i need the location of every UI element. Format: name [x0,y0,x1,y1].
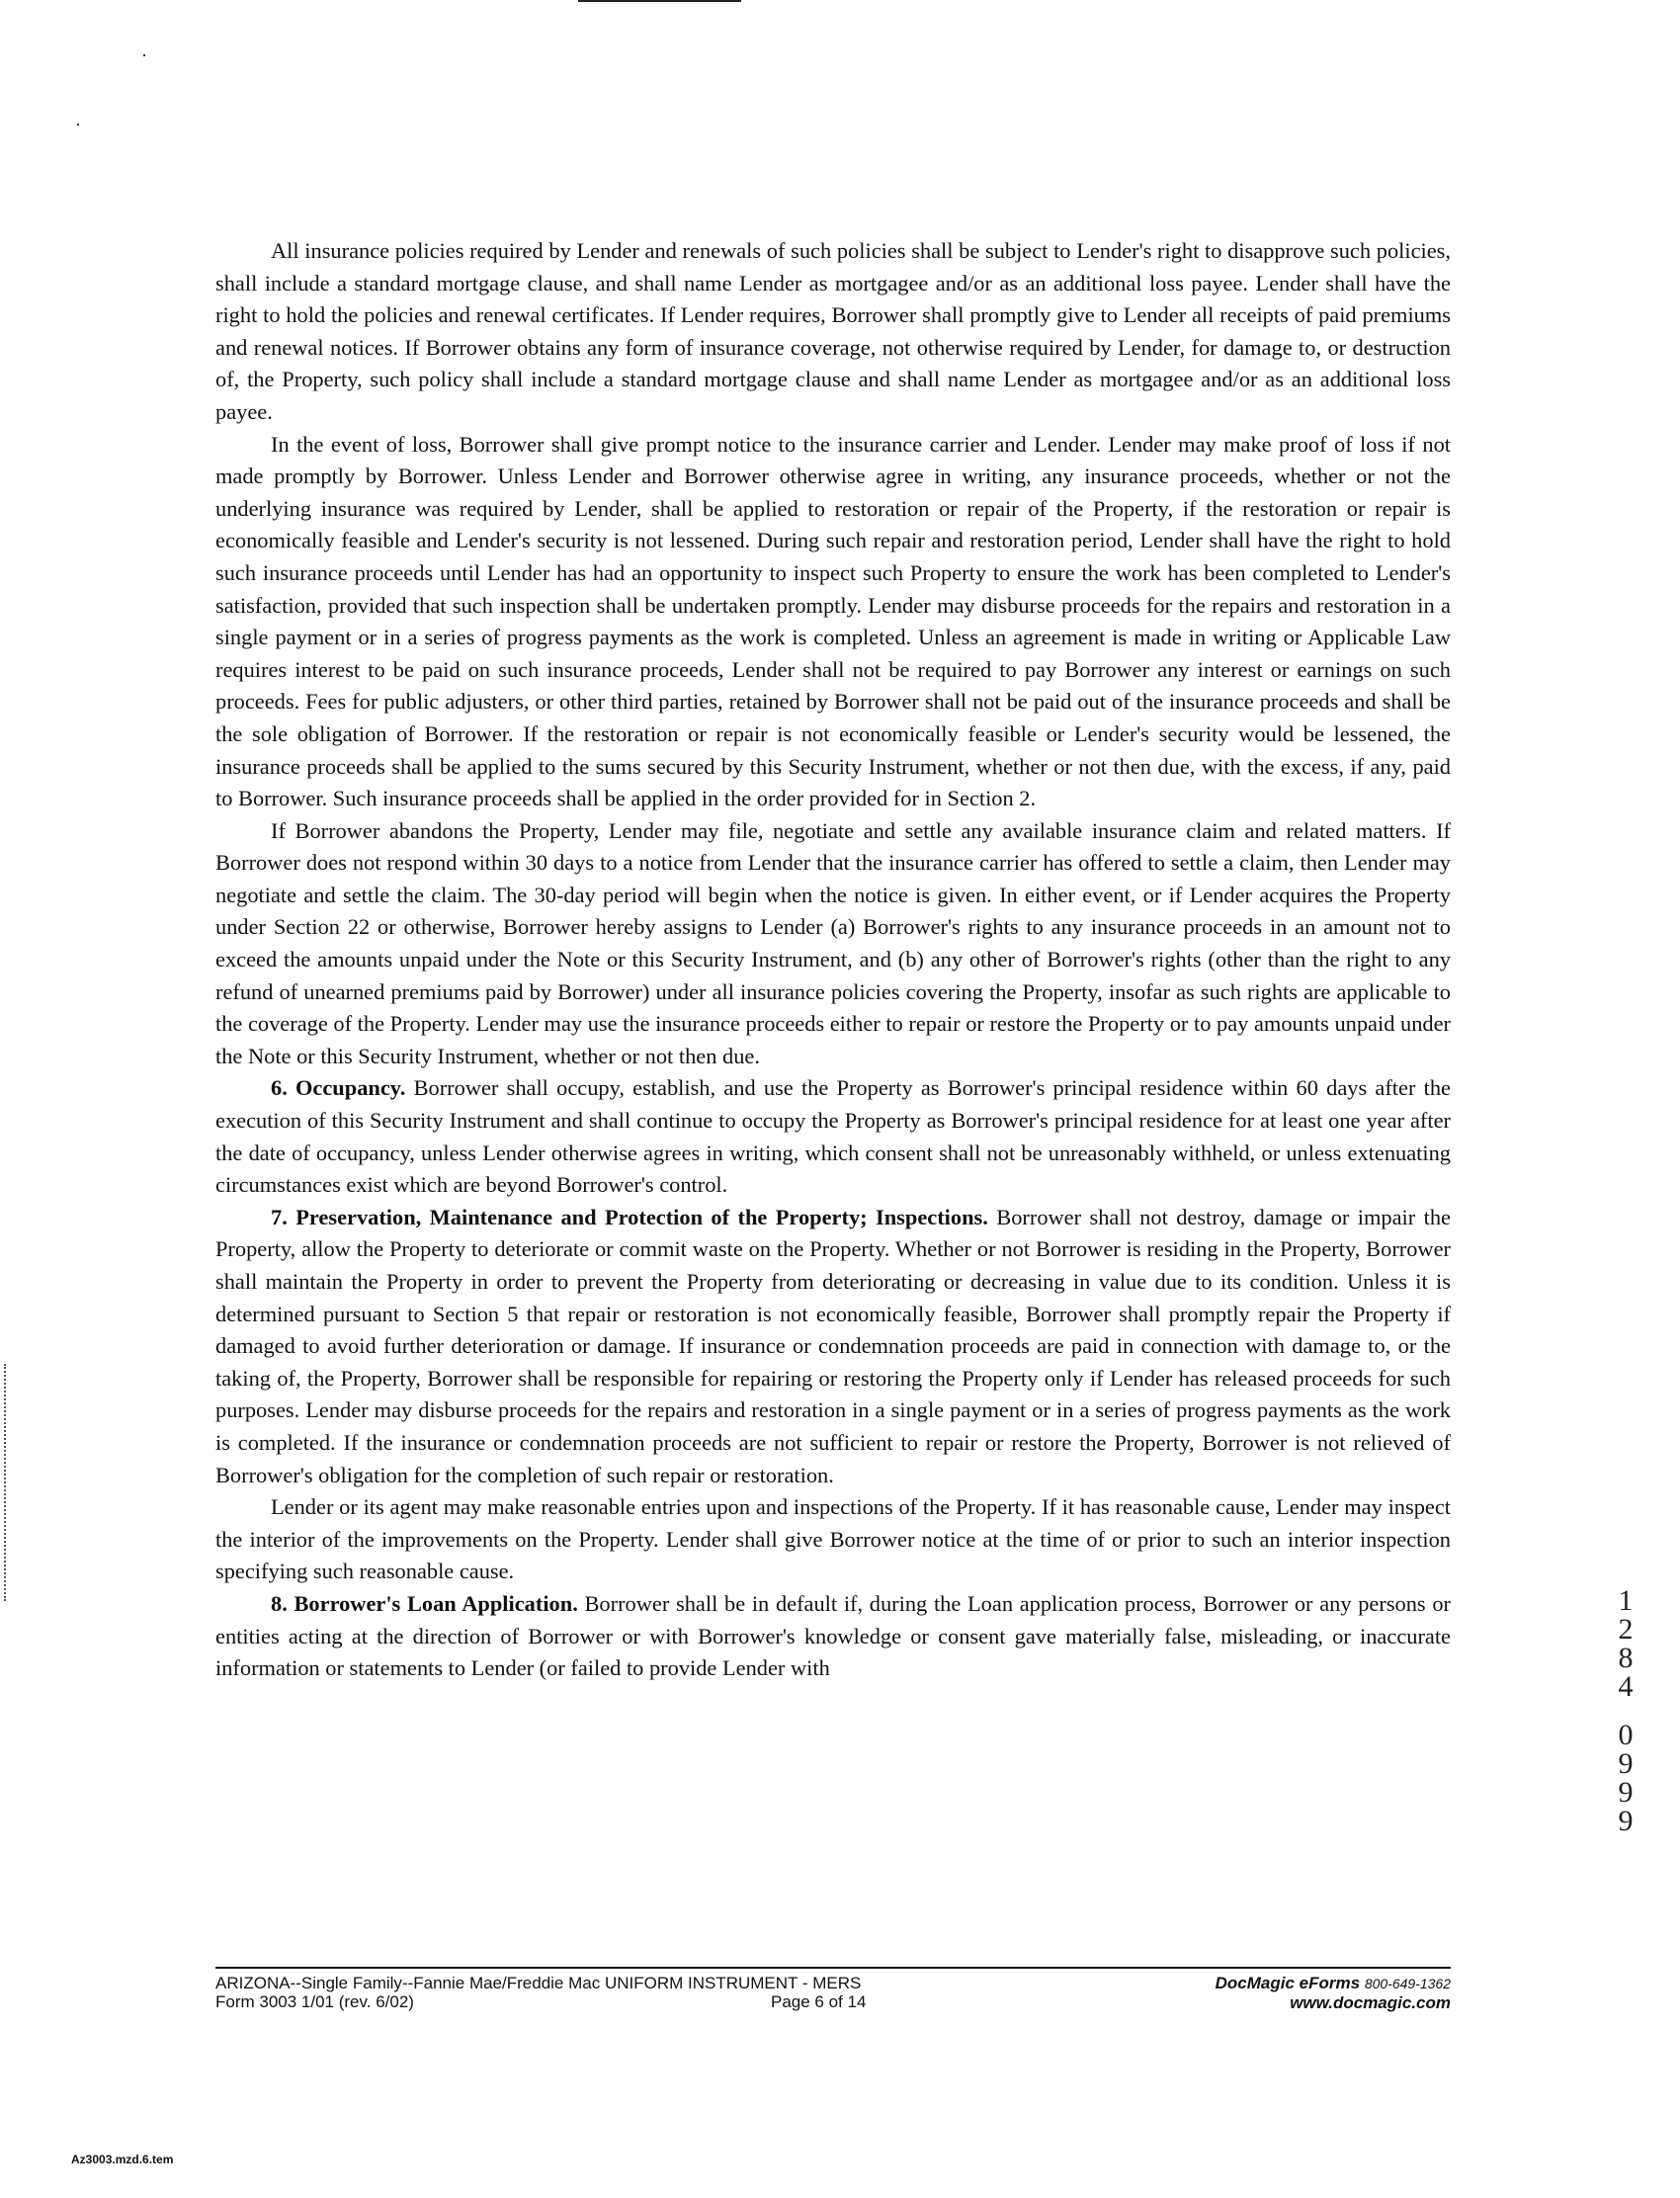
docmagic-logo: DocMagic eForms [1215,1974,1361,1992]
section-8-loan-application: 8. Borrower's Loan Application. Borrower shall be in default if, during the Loan application process, Borrower or any persons or entities acting at the direction of Borrower or with Borrower's knowledge or consent gave materially false, misleading, or inaccurate information or statements to Lender (or failed to provide Lender with [215,1590,1451,1681]
paragraph: If Borrower abandons the Property, Lender may file, negotiate and settle any available insurance claim and related matters. If Borrower does not respond within 30 days to a notice from Lender that the insurance carrier has offered to settle a claim, then Lender may negotiate and settle the claim. The 30-day period will begin when the notice is given. In either event, or if Lender acquires the Property under Section 22 or otherwise, Borrower hereby assigns to Lender (a) Borrower's rights to any insurance proceeds in an amount not to exceed the amounts unpaid under the Note or this Security Instrument, and (b) any other of Borrower's rights (other than the right to any refund of unearned premiums paid by Borrower) under all insurance policies covering the Property, insofar as such rights are applicable to the coverage of the Property. Lender may use the insurance proceeds either to repair or restore the Property or to pay amounts unpaid under the Note or this Security Instrument, whether or not then due. [215,817,1451,1068]
document-body [215,235,1451,1685]
website-url: www.docmagic.com [1290,1993,1451,2012]
footer-form-info [215,1974,1085,2011]
file-tag: Az3003.mzd.6.tem [71,2153,174,2166]
paragraph: All insurance policies required by Lender and renewals of such policies shall be subject to Lender's right to disapprove such policies, shall include a standard mortgage clause, and shall name Lender as mortgagee and/or as an additional loss payee. Lender shall have the right to hold the policies and renewal certificates. If Lender requires, Borrower shall promptly give to Lender all receipts of paid premiums and renewal notices. If Borrower obtains any form of insurance coverage, not otherwise required by Lender, for damage to, or destruction of, the Property, such policy shall include a standard mortgage clause and shall name Lender as mortgagee and/or as an additional loss payee. [215,238,1451,424]
footer-branding [1216,1974,1451,2012]
section-7-preservation: 7. Preservation, Maintenance and Protection of the Property; Inspections. Borrower shall not destroy, damage or impair the Property, allow the Property to deteriorate or commit waste on the Property. Whether or not Borrower is residing in the Property, Borrower shall maintain the Property in order to prevent the Property from deteriorating or decreasing in value due to its condition. Unless it is determined pursuant to Section 5 that repair or restoration is not economically feasible, Borrower shall promptly repair the Property if damaged to avoid further deterioration or damage. If insurance or condemnation proceeds are paid in connection with damage to, or the taking of, the Property, Borrower shall be responsible for repairing or restoring the Property only if Lender has released proceeds for such purposes. Lender may disburse proceeds for the repairs and restoration in a single payment or in a series of progress payments as the work is completed. If the insurance or condemnation proceeds are not sufficient to repair or restore the Property, Borrower is not relieved of Borrower's obligation for the completion of such repair or restoration. [215,1204,1451,1487]
scan-speck [77,124,79,126]
phone-number: 800-649-1362 [1364,1976,1451,1991]
footer-form-number: Form 3003 1/01 (rev. 6/02) [215,1992,414,2011]
paragraph: Lender or its agent may make reasonable entries upon and inspections of the Property. If it has reasonable cause, Lender may inspect the interior of the improvements on the Property. Lender shall give Borrower notice at the time of or prior to such an interior inspection specifying such reasonable cause. [215,1494,1451,1584]
section-heading: 6. Occupancy. [271,1075,406,1101]
section-heading: 8. Borrower's Loan Application. [271,1590,578,1616]
top-edge-line [578,0,741,2]
side-reference-number [1614,1586,1638,1835]
section-heading: 7. Preservation, Maintenance and Protection of the Property; Inspections. [271,1204,988,1229]
paragraph: In the event of loss, Borrower shall give prompt notice to the insurance carrier and Lender. Lender may make proof of loss if not made promptly by Borrower. Unless Lender and Borrower otherwise agree in writing, any insurance proceeds, whether or not the underlying insurance was required by Lender, shall be applied to restoration or repair of the Property, if the restoration or repair is economically feasible and Lender's security is not lessened. During such repair and restoration period, Lender shall have the right to hold such insurance proceeds until Lender has had an opportunity to inspect such Property to ensure the work has been completed to Lender's satisfaction, provided that such inspection shall be undertaken promptly. Lender may disburse proceeds for the repairs and restoration in a single payment or in a series of progress payments as the work is completed. Unless an agreement is made in writing or Applicable Law requires interest to be paid on such insurance proceeds, Lender shall not be required to pay Borrower any interest or earnings on such proceeds. Fees for public adjusters, or other third parties, retained by Borrower shall not be paid out of the insurance proceeds and shall be the sole obligation of Borrower. If the restoration or repair is not economically feasible or Lender's security would be lessened, the insurance proceeds shall be applied to the sums secured by this Security Instrument, whether or not then due, with the excess, if any, paid to Borrower. Such insurance proceeds shall be applied in the order provided for in Section 2. [215,431,1451,811]
section-6-occupancy: 6. Occupancy. Borrower shall occupy, establish, and use the Property as Borrower's principal residence within 60 days after the execution of this Security Instrument and shall continue to occupy the Property as Borrower's principal residence for at least one year after the date of occupancy, unless Lender otherwise agrees in writing, which consent shall not be unreasonably withheld, or unless extenuating circumstances exist which are beyond Borrower's control. [215,1075,1451,1198]
side-number-bottom: 0999 [1618,1719,1634,1837]
page-number: Page 6 of 14 [771,1992,867,2011]
scan-speck [143,54,145,56]
side-number-top: 1284 [1618,1584,1634,1703]
margin-scan-marks [4,1364,8,1601]
footer-instrument-title: ARIZONA--Single Family--Fannie Mae/Freddie Mac UNIFORM INSTRUMENT - MERS [215,1974,862,1992]
footer-divider [215,1967,1451,1969]
